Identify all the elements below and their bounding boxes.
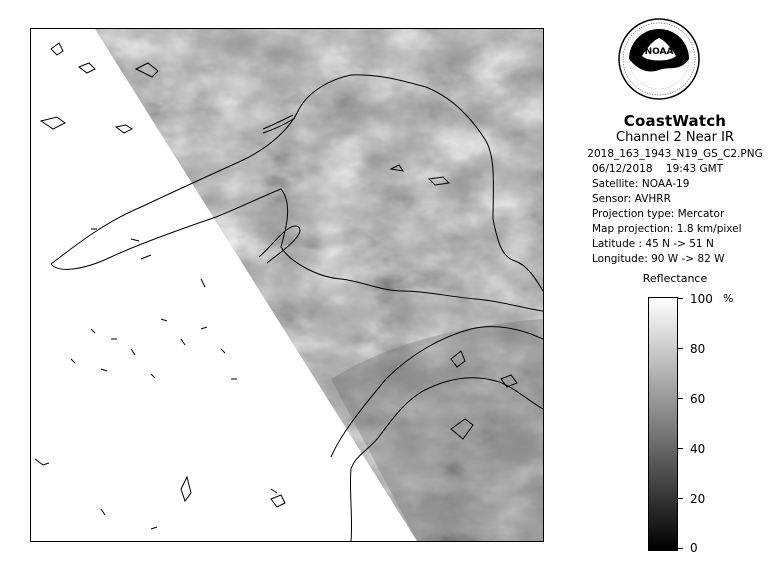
date-value: 06/12/2018 — [592, 163, 653, 175]
map-projection-text: Map projection: 1.8 km/pixel — [592, 223, 742, 235]
colorbar-tick-label: 60 — [690, 392, 706, 406]
colorbar-tick-label: 80 — [690, 342, 706, 356]
colorbar-tick — [677, 348, 683, 349]
colorbar-tick — [677, 298, 683, 299]
logo-text: NOAA — [644, 47, 674, 57]
channel-title: Channel 2 Near IR — [616, 130, 734, 145]
filename-text: 2018_163_1943_N19_GS_C2.PNG — [587, 148, 763, 160]
colorbar-tick-label: 0 — [690, 541, 698, 555]
product-title: CoastWatch — [623, 112, 727, 130]
colorbar — [648, 297, 678, 551]
colorbar-tick — [677, 548, 683, 549]
colorbar-tick-label: 40 — [690, 442, 706, 456]
colorbar-tick — [677, 398, 683, 399]
colorbar-tick — [677, 498, 683, 499]
colorbar-label: Reflectance — [642, 272, 708, 285]
noaa-logo — [618, 18, 700, 100]
colorbar-unit: % — [723, 292, 734, 305]
time-value: 19:43 GMT — [665, 163, 724, 175]
satellite-text: Satellite: NOAA-19 — [592, 178, 690, 190]
latitude-text: Latitude : 45 N -> 51 N — [592, 238, 714, 250]
longitude-text: Longitude: 90 W -> 82 W — [592, 253, 725, 265]
projection-text: Projection type: Mercator — [592, 208, 725, 220]
sensor-text: Sensor: AVHRR — [592, 193, 671, 205]
date-text — [592, 163, 723, 175]
colorbar-tick — [677, 448, 683, 449]
colorbar-tick-label: 100 — [690, 292, 713, 306]
satellite-image — [31, 29, 543, 541]
satellite-map — [30, 28, 544, 542]
colorbar-tick-label: 20 — [690, 492, 706, 506]
